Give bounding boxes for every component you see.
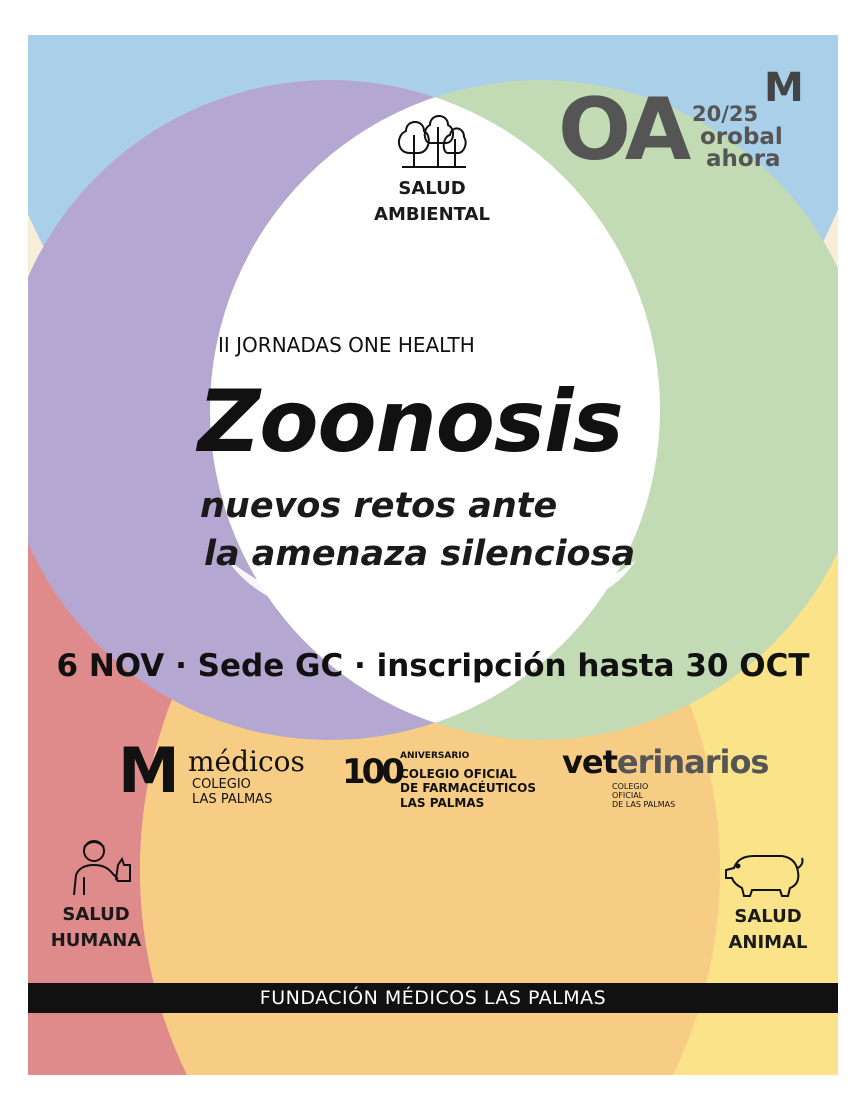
- logo-veterinarios-name: [562, 742, 768, 782]
- footer-bar: FUNDACIÓN MÉDICOS LAS PALMAS: [28, 983, 838, 1013]
- logo-veterinarios-part1: vet: [562, 743, 617, 781]
- subtitle-line-1: nuevos retos ante: [200, 486, 558, 526]
- logo-oa-year: 20/25: [692, 102, 759, 126]
- label-salud-ambiental: [362, 176, 502, 228]
- logo-medicos-mark: M: [118, 734, 180, 807]
- main-title: Zoonosis: [198, 372, 623, 472]
- logo-colegio-veterinarios: [562, 742, 769, 812]
- label-salud-humana: [36, 902, 156, 954]
- logo-medicos-line1: COLEGIO: [192, 777, 251, 792]
- label-line: HUMANA: [50, 930, 142, 951]
- logo-oa-line2: ahora: [706, 146, 781, 172]
- event-details: 6 NOV · Sede GC · inscripción hasta 30 OCT: [56, 648, 810, 684]
- logo-medicos-line2: LAS PALMAS: [192, 792, 273, 807]
- logo-medicos-name: médicos: [188, 745, 305, 778]
- logo-oa-letters: OA: [558, 80, 688, 180]
- logo-veterinarios-line3: DE LAS PALMAS: [612, 800, 676, 809]
- label-line: ANIMAL: [728, 932, 808, 953]
- event-series-subtitle: II JORNADAS ONE HEALTH: [218, 333, 475, 357]
- logo-farmaceuticos-line2: COLEGIO OFICIAL: [400, 767, 517, 781]
- label-line: SALUD: [398, 178, 466, 199]
- logo-veterinarios-line2: OFICIAL: [612, 791, 644, 800]
- label-line: SALUD: [734, 906, 802, 927]
- logo-farmaceuticos-line1: ANIVERSARIO: [400, 751, 470, 761]
- logo-oa-mark: M: [764, 65, 804, 111]
- logo-veterinarios-line1: COLEGIO: [612, 782, 649, 791]
- label-line: SALUD: [62, 904, 130, 925]
- logo-veterinarios-part2: erinarios: [616, 743, 769, 781]
- logo-colegio-farmaceuticos: [342, 740, 542, 814]
- subtitle-line-2: la amenaza silenciosa: [204, 534, 636, 574]
- logo-farmaceuticos-line4: LAS PALMAS: [400, 796, 485, 810]
- label-line: AMBIENTAL: [374, 204, 490, 225]
- logo-farmaceuticos-line3: DE FARMACÉUTICOS: [400, 781, 536, 795]
- logo-oa: [558, 65, 818, 180]
- logo-farmaceuticos-mark: 100: [342, 752, 401, 792]
- logo-oa-line1: orobal: [700, 124, 783, 150]
- label-salud-animal: [708, 904, 828, 956]
- logo-colegio-medicos: [118, 734, 318, 812]
